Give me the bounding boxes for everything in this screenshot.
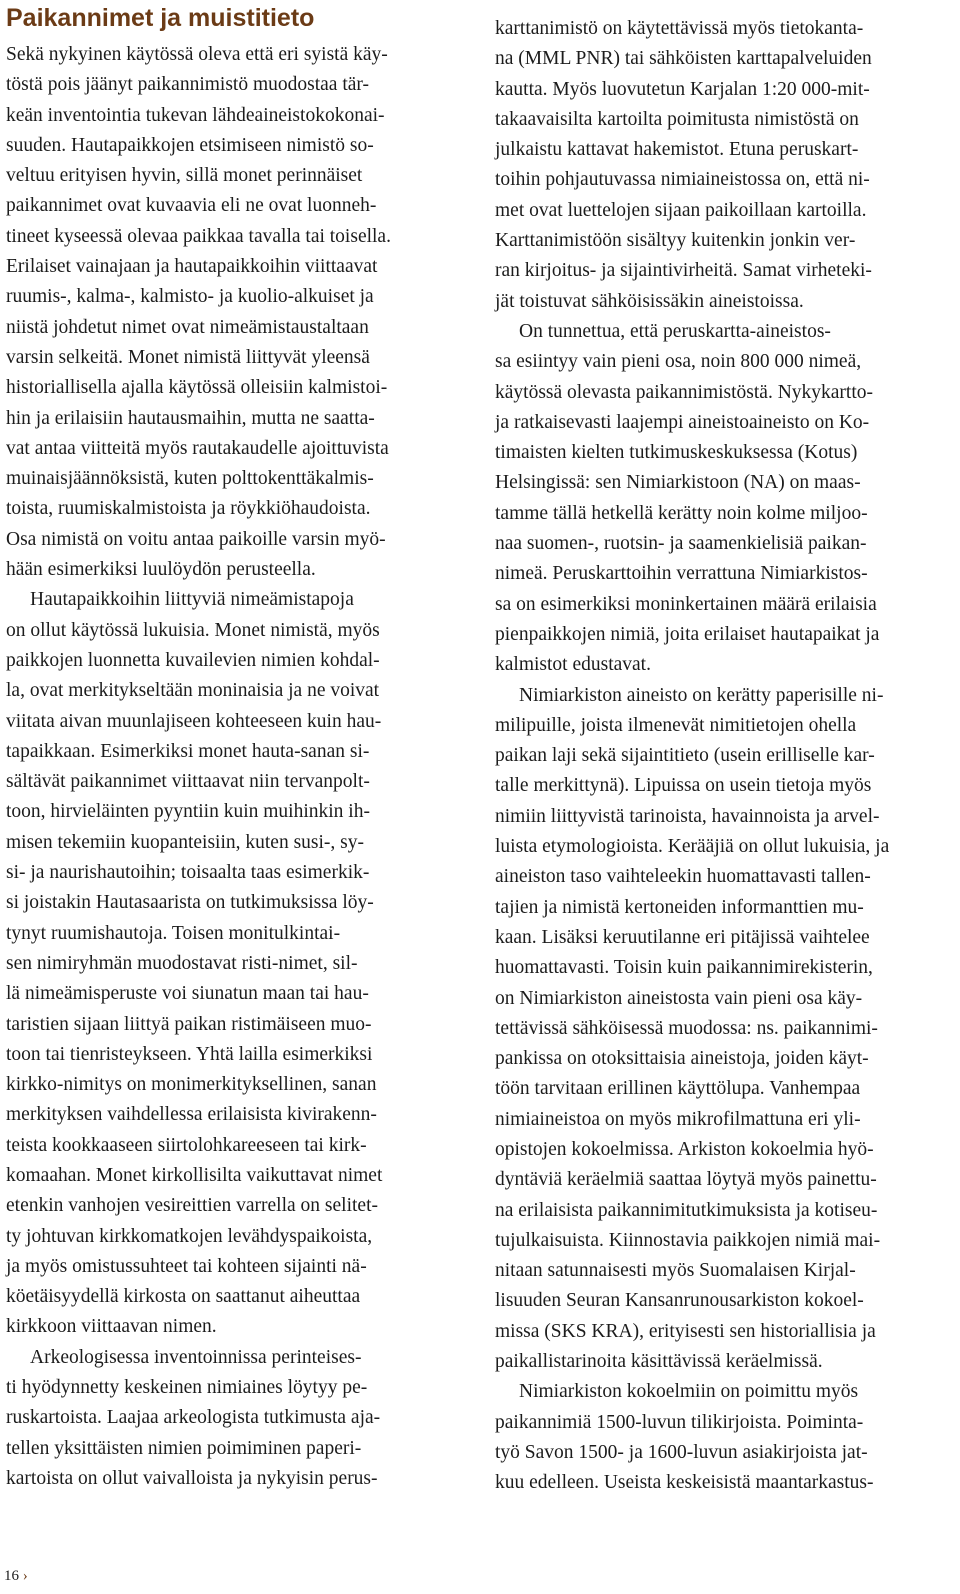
text-line: sen nimiryhmän muodostavat risti-nimet, sil- [6,952,358,974]
text-line: na (MML PNR) tai sähköisten karttapalveluiden [495,48,872,70]
text-line: muinaisjäännöksistä, kuten polttokenttäkalmis- [6,468,374,490]
text-line: On tunnettua, että peruskartta-aineistos- [519,320,831,342]
text-line: ty johtuvan kirkkomatkojen levähdyspaikoista, [6,1225,373,1247]
text-line: pienpaikkojen nimiä, joita erilaiset hautapaikat ja [495,623,880,645]
text-line: nimiin liittyvistä tarinoista, havainnoista ja arvel- [495,805,880,827]
text-line: paikan laji sekä sijaintitieto (usein erilliselle kar- [495,745,875,767]
text-line: pankissa on otoksittaisia aineistoja, joiden käyt- [495,1048,869,1070]
text-line: Hautapaikkoihin liittyviä nimeämistapoja [30,589,354,611]
text-line: toista, ruumiskalmistoista ja röykkiöhaudoista. [6,498,371,520]
text-line: tapaikkaan. Esimerkiksi monet hauta-sanan si- [6,740,370,762]
text-line: kalmistot edustavat. [495,654,651,676]
text-line: käytössä olevasta paikannimistöstä. Nykykartto- [495,381,874,403]
text-line: töstä pois jäänyt paikannimistö muodostaa tär- [6,74,369,96]
text-line: Erilaiset vainajaan ja hautapaikkoihin viittaavat [6,256,378,278]
section-heading: Paikannimet ja muistitieto [6,4,315,32]
text-line: suuden. Hautapaikkojen etsimiseen nimistö so- [6,134,374,156]
text-line: etenkin vanhojen vesireittien varrella on selitet- [6,1195,378,1217]
text-line: julkaistu kattavat hakemistot. Etuna peruskart- [495,139,859,161]
text-line: misen tekemiin kuopanteisiin, kuten susi-, sy- [6,831,364,853]
text-line: hin ja erilaisiin hautausmaihin, mutta ne saatta- [6,407,375,429]
text-line: Karttanimistöön sisältyy kuitenkin jonkin ver- [495,230,856,252]
text-line: köetäisyydellä kirkosta on saattanut aiheuttaa [6,1286,361,1308]
text-line: kuu edelleen. Useista keskeisistä maantarkastus- [495,1472,874,1494]
text-line: nitaan satunnaisesti myös Suomalaisen Kirjal- [495,1260,856,1282]
text-line: ja myös omistussuhteet tai kohteen sijainti nä- [6,1255,367,1277]
text-line: kautta. Myös luovutetun Karjalan 1:20 000-mit- [495,78,870,100]
text-line: toon tai tienristeykseen. Yhtä lailla esimerkiksi [6,1043,373,1065]
paragraph [495,1377,957,1498]
text-line: tynyt ruumishautoja. Toisen monitulkintai- [6,922,341,944]
text-line: toon, hirvieläinten pyyntiin kuin muihinkin ih- [6,801,370,823]
text-line: Osa nimistä on voitu antaa paikoille varsin myö- [6,528,386,550]
text-line: naa suomen-, ruotsin- ja saamenkielisiä paikan- [495,533,867,555]
text-line: sa on esimerkiksi moninkertainen määrä erilaisia [495,593,877,615]
text-line: luista etymologioista. Kerääjiä on ollut lukuisia, ja [495,836,890,858]
text-line: sältävät paikannimet viittaavat niin tervanpolt- [6,771,370,793]
text-line: keän inventointia tukevan lähdeaineistokokonai- [6,104,385,126]
text-line: takaavaisilta kartoilta poimitusta nimistöstä on [495,108,859,130]
text-line: tellen yksittäisten nimien poimiminen paperi- [6,1437,362,1459]
text-line: ja ratkaisevasti laajempi aineistoaineisto on Ko- [495,411,870,433]
text-line: tujulkaisuista. Kiinnostavia paikkojen nimiä mai- [495,1229,881,1251]
text-line: opistojen kokoelmissa. Arkiston kokoelmia hyö- [495,1138,874,1160]
text-line: la, ovat merkitykseltään moninaisia ja ne voivat [6,680,380,702]
text-line: paikannimiä 1500-luvun tilikirjoista. Poiminta- [495,1411,864,1433]
text-line: aineiston taso vaihteleekin huomattavasti tallen- [495,866,871,888]
text-line: tamme tällä hetkellä kerätty noin kolme miljoo- [495,502,868,524]
text-line: si- ja naurishautoihin; toisaalta taas esimerkik- [6,862,370,884]
text-line: historiallisella ajalla käytössä olleisiin kalmistoi- [6,377,388,399]
paragraph [6,1343,458,1494]
text-line: lä nimeämisperuste voi siunatun maan tai hau- [6,983,369,1005]
text-line: Nimiarkiston aineisto on kerätty paperisille ni- [519,684,884,706]
page-number-value: 16 [4,1568,19,1584]
text-line: kartoista on ollut vaivalloista ja nykyisin perus- [6,1467,378,1489]
paragraph [6,585,458,1342]
paragraph [495,681,957,1378]
text-line: kirkko-nimitys on monimerkityksellinen, sanan [6,1074,377,1096]
text-line: talle merkittynä). Lipuissa on usein tietoja myös [495,775,872,797]
text-line: dyntäviä keräelmiä saattaa löytyä myös painettu- [495,1169,877,1191]
text-line: sa esiintyy vain pieni osa, noin 800 000 nimeä, [495,351,862,373]
text-line: timaisten kielten tutkimuskeskuksessa (Kotus) [495,442,858,464]
text-line: hään esimerkiksi luulöydön perusteella. [6,559,316,581]
text-line: kaan. Lisäksi keruutilanne eri pitäjissä vaihtelee [495,926,870,948]
text-line: paikkojen luonnetta kuvailevien nimien kohdal- [6,649,380,671]
text-line: Sekä nykyinen käytössä oleva että eri syistä käy- [6,44,388,65]
text-line: töön tarvitaan erillinen käyttölupa. Vanhempaa [495,1078,861,1100]
text-line: tettävissä sähköisessä muodossa: ns. paikannimi- [495,1017,878,1039]
text-line: nimiaineistoa on myös mikrofilmattuna eri yli- [495,1108,861,1130]
text-line: Helsingissä: sen Nimiarkistoon (NA) on maas- [495,472,861,494]
text-line: paikallistarinoita käsittävissä keräelmissä. [495,1351,823,1373]
text-line: lisuuden Seuran Kansanrunousarkiston kokoel- [495,1290,864,1312]
text-line: veltuu erityisen hyvin, sillä monet perinnäiset [6,165,363,187]
page-number [4,1568,28,1585]
text-line: on Nimiarkiston aineistosta vain pieni osa käy- [495,987,863,1009]
text-line: karttanimistö on käytettävissä myös tietokanta- [495,18,864,39]
text-line: missa (SKS KRA), erityisesti sen historiallisia ja [495,1320,876,1342]
text-line: niistä johdetut nimet ovat nimeämistaustaltaan [6,316,369,338]
text-line: varsin selkeitä. Monet nimistä liittyvät yleensä [6,346,370,368]
text-line: si joistakin Hautasaarista on tutkimuksissa löy- [6,892,374,914]
text-line: milipuille, joista ilmenevät nimitietojen ohella [495,714,857,736]
text-line: viitata aivan muunlajiseen kohteeseen kuin hau- [6,710,382,732]
text-line: paikannimet ovat kuvaavia eli ne ovat luonneh- [6,195,377,217]
left-column [6,40,458,1494]
text-line: ruumis-, kalma-, kalmisto- ja kuolio-alkuiset ja [6,286,374,308]
paragraph [495,14,957,317]
text-line: ran kirjoitus- ja sijaintivirheitä. Samat virheteki- [495,260,872,282]
text-line: jät toistuvat sähköisissäkin aineistoissa. [495,290,804,312]
text-line: merkityksen vaihdellessa erilaisista kivirakenn- [6,1104,377,1126]
text-line: kirkkoon viittaavan nimen. [6,1316,217,1338]
text-line: on ollut käytössä lukuisia. Monet nimistä, myös [6,619,380,641]
text-line: komaahan. Monet kirkollisilta vaikuttavat nimet [6,1164,383,1186]
text-line: taristien sijaan liittyä paikan ristimäiseen muo- [6,1013,372,1035]
next-arrow-icon: › [22,1568,28,1584]
text-line: Arkeologisessa inventoinnissa perinteises- [30,1346,362,1368]
text-line: tajien ja nimistä kertoneiden informanttien mu- [495,896,864,918]
text-line: huomattavasti. Toisin kuin paikannimirekisterin, [495,957,873,979]
text-line: met ovat luettelojen sijaan paikoillaan kartoilla. [495,199,867,221]
right-column [495,14,957,1499]
paragraph [6,40,458,585]
text-line: ruskartoista. Laajaa arkeologista tutkimusta aja- [6,1407,381,1429]
text-line: Nimiarkiston kokoelmiin on poimittu myös [519,1381,859,1403]
text-line: teista kookkaaseen siirtolohkareeseen tai kirk- [6,1134,367,1156]
text-line: tineet kyseessä olevaa paikkaa tavalla tai toisella. [6,225,391,247]
text-line: na erilaisista paikannimitutkimuksista ja kotiseu- [495,1199,878,1221]
text-line: toihin pohjautuvassa nimiaineistossa on, että ni- [495,169,870,191]
text-line: ti hyödynnetty keskeinen nimiaines löytyy pe- [6,1377,368,1399]
paragraph [495,317,957,681]
text-line: nimeä. Peruskarttoihin verrattuna Nimiarkistos- [495,563,868,585]
text-line: työ Savon 1500- ja 1600-luvun asiakirjoista jat- [495,1441,868,1463]
text-line: vat antaa viitteitä myös rautakaudelle ajoittuvista [6,437,389,459]
